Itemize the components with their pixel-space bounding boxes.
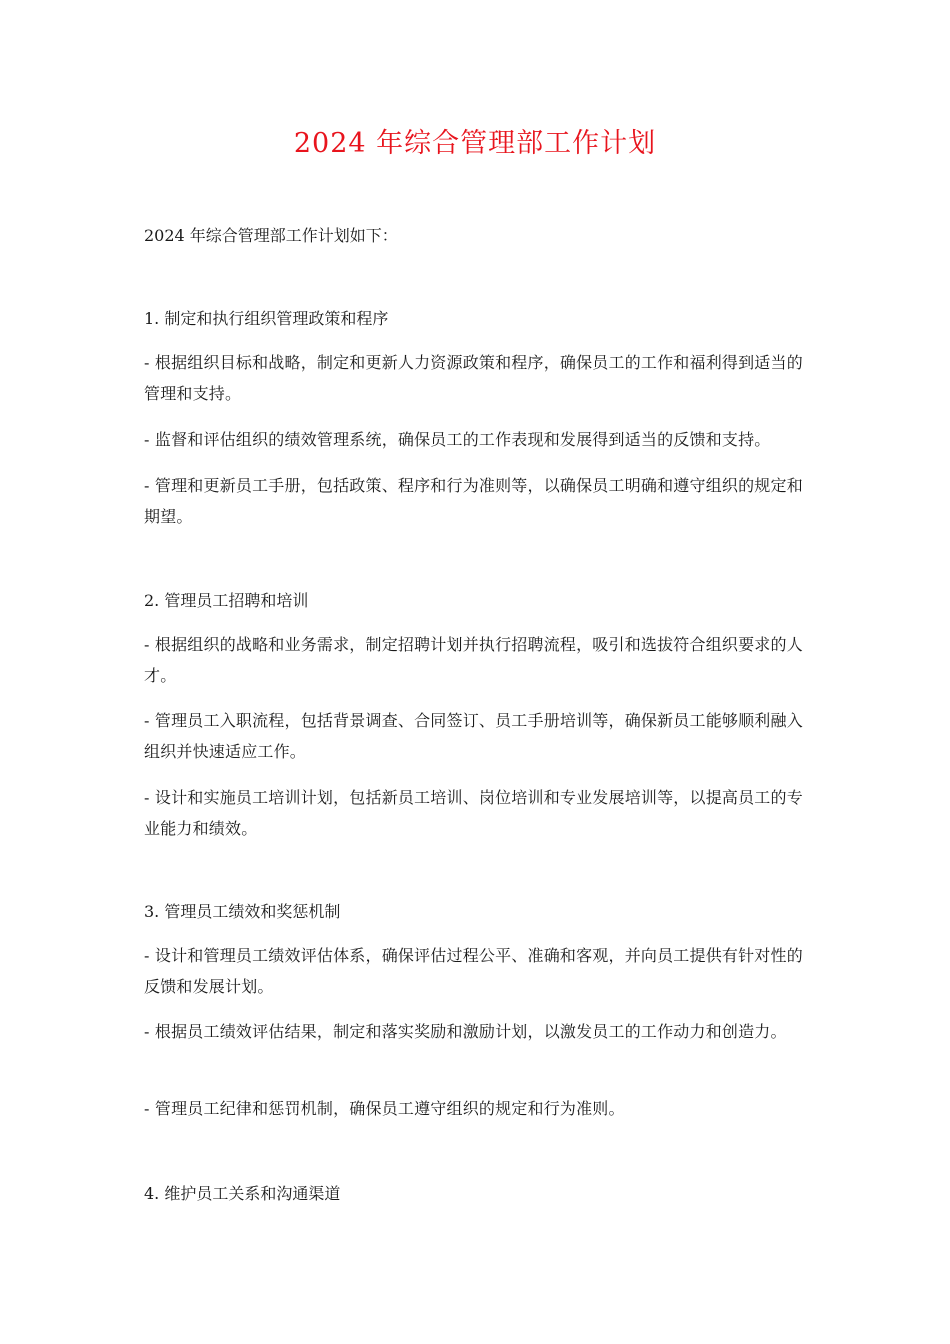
- section-1-item-3: - 管理和更新员工手册，包括政策、程序和行为准则等，以确保员工明确和遵守组织的规定和期望。: [144, 476, 803, 526]
- section-3-item-1: - 设计和管理员工绩效评估体系，确保评估过程公平、准确和客观，并向员工提供有针对性的反馈和发展计划。: [144, 946, 803, 996]
- section-3-item-2: - 根据员工绩效评估结果，制定和落实奖励和激励计划，以激发员工的工作动力和创造力。: [144, 1022, 787, 1041]
- section-3-item-3: - 管理员工纪律和惩罚机制，确保员工遵守组织的规定和行为准则。: [144, 1099, 625, 1118]
- section-1-item-2: - 监督和评估组织的绩效管理系统，确保员工的工作表现和发展得到适当的反馈和支持。: [144, 430, 771, 449]
- section-heading-2: 2. 管理员工招聘和培训: [144, 591, 309, 610]
- document-title: 2024 年综合管理部工作计划: [293, 128, 657, 159]
- section-heading-3: 3. 管理员工绩效和奖惩机制: [144, 902, 341, 921]
- section-heading-4: 4. 维护员工关系和沟通渠道: [144, 1184, 341, 1203]
- section-2-item-3: - 设计和实施员工培训计划，包括新员工培训、岗位培训和专业发展培训等，以提高员工的专业能力和绩效。: [144, 788, 803, 838]
- section-heading-1: 1. 制定和执行组织管理政策和程序: [144, 309, 389, 328]
- section-2-item-2: - 管理员工入职流程，包括背景调查、合同签订、员工手册培训等，确保新员工能够顺利融入组织并快速适应工作。: [144, 711, 803, 761]
- section-1-item-1: - 根据组织目标和战略，制定和更新人力资源政策和程序，确保员工的工作和福利得到适当的管理和支持。: [144, 353, 803, 403]
- section-2-item-1: - 根据组织的战略和业务需求，制定招聘计划并执行招聘流程，吸引和选拔符合组织要求的人才。: [144, 635, 803, 685]
- intro-text: 2024 年综合管理部工作计划如下：: [144, 226, 398, 245]
